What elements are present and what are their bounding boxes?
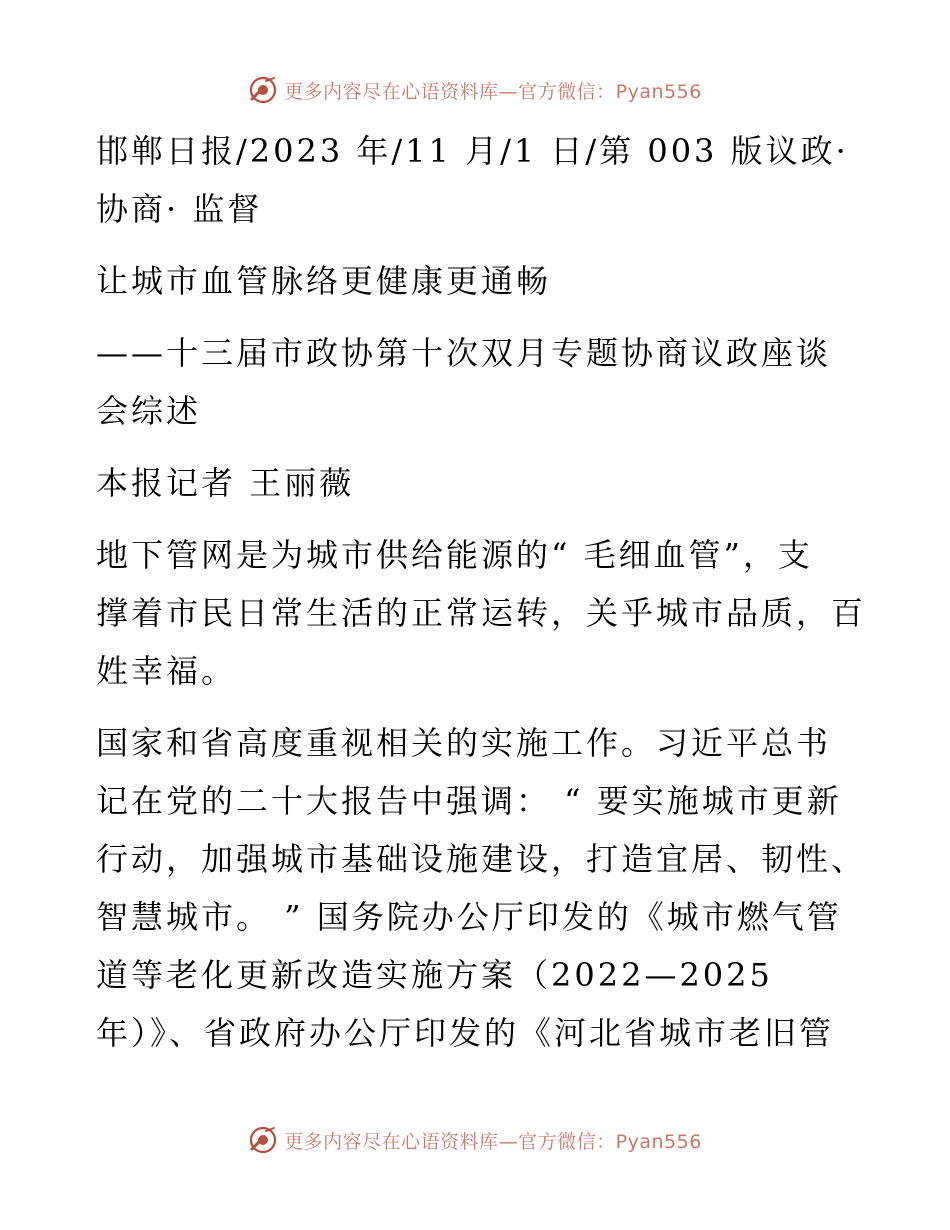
article-body [96, 122, 867, 1062]
subheadline-line-2: 会综述 [96, 392, 202, 430]
dateline-line-2: 协商· 监督 [96, 190, 263, 228]
watermark-logo-icon [248, 75, 278, 105]
paragraph-2-line-6: 年）》、省政府办公厅印发的《河北省城市老旧管 [96, 1014, 835, 1052]
headline: 让城市血管脉络更健康更通畅 [96, 262, 552, 300]
paragraph-2-line-1: 国家和省高度重视相关的实施工作。习近平总书 [96, 724, 832, 762]
paragraph-1-line-3: 姓幸福。 [96, 652, 237, 690]
watermark-text: 更多内容尽在心语资料库—官方微信：Pyan556 [284, 80, 702, 103]
paragraph-2-line-5: 道等老化更新改造实施方案（2022—2025 [96, 956, 773, 994]
dateline-line-1: 邯郸日报/2023 年/11 月/1 日/第 003 版议政· [96, 132, 849, 170]
watermark-logo-icon [248, 1125, 278, 1155]
paragraph-1-line-1: 地下管网是为城市供给能源的“ 毛细血管”，支 [96, 536, 813, 574]
paragraph-2-line-2: 记在党的二十大报告中强调： “ 要实施城市更新 [96, 782, 842, 820]
byline: 本报记者 王丽薇 [96, 464, 355, 502]
paragraph-2-line-4: 智慧城市。 ” 国务院办公厅印发的《城市燃气管 [96, 898, 842, 936]
watermark-header [0, 72, 950, 108]
subheadline-line-1: ——十三届市政协第十次双月专题协商议政座谈 [96, 334, 832, 372]
watermark-text: 更多内容尽在心语资料库—官方微信：Pyan556 [284, 1130, 702, 1153]
paragraph-2-line-3: 行动，加强城市基础设施建设，打造宜居、韧性、 [96, 840, 867, 878]
paragraph-1-line-2: 撑着市民日常生活的正常运转，关乎城市品质，百 [96, 594, 867, 632]
watermark-footer [0, 1122, 950, 1158]
